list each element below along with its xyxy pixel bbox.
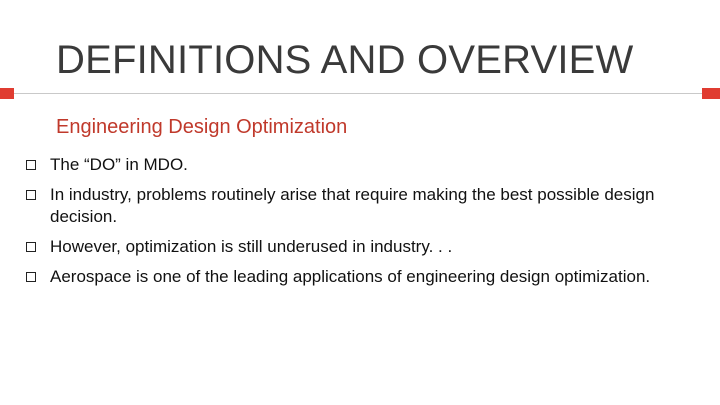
checkbox-square-icon xyxy=(26,160,36,170)
bullet-item xyxy=(24,266,696,288)
checkbox-square-icon xyxy=(26,272,36,282)
accent-bar-left xyxy=(0,88,14,99)
checkbox-square-icon xyxy=(26,190,36,200)
slide-subtitle: Engineering Design Optimization xyxy=(56,116,348,138)
bullet-text: The “DO” in MDO. xyxy=(50,155,188,174)
bullet-list xyxy=(24,154,696,296)
bullet-text: However, optimization is still underused in industry. . . xyxy=(50,237,453,256)
bullet-text: Aerospace is one of the leading applications of engineering design optimization. xyxy=(50,267,651,286)
checkbox-square-icon xyxy=(26,242,36,252)
title-divider xyxy=(14,93,702,94)
bullet-text: In industry, problems routinely arise that require making the best possible design decision. xyxy=(50,185,655,226)
bullet-item xyxy=(24,236,696,258)
bullet-item xyxy=(24,184,696,228)
slide-title: DEFINITIONS AND OVERVIEW xyxy=(56,38,634,82)
accent-bar-right xyxy=(702,88,720,99)
bullet-item xyxy=(24,154,696,176)
